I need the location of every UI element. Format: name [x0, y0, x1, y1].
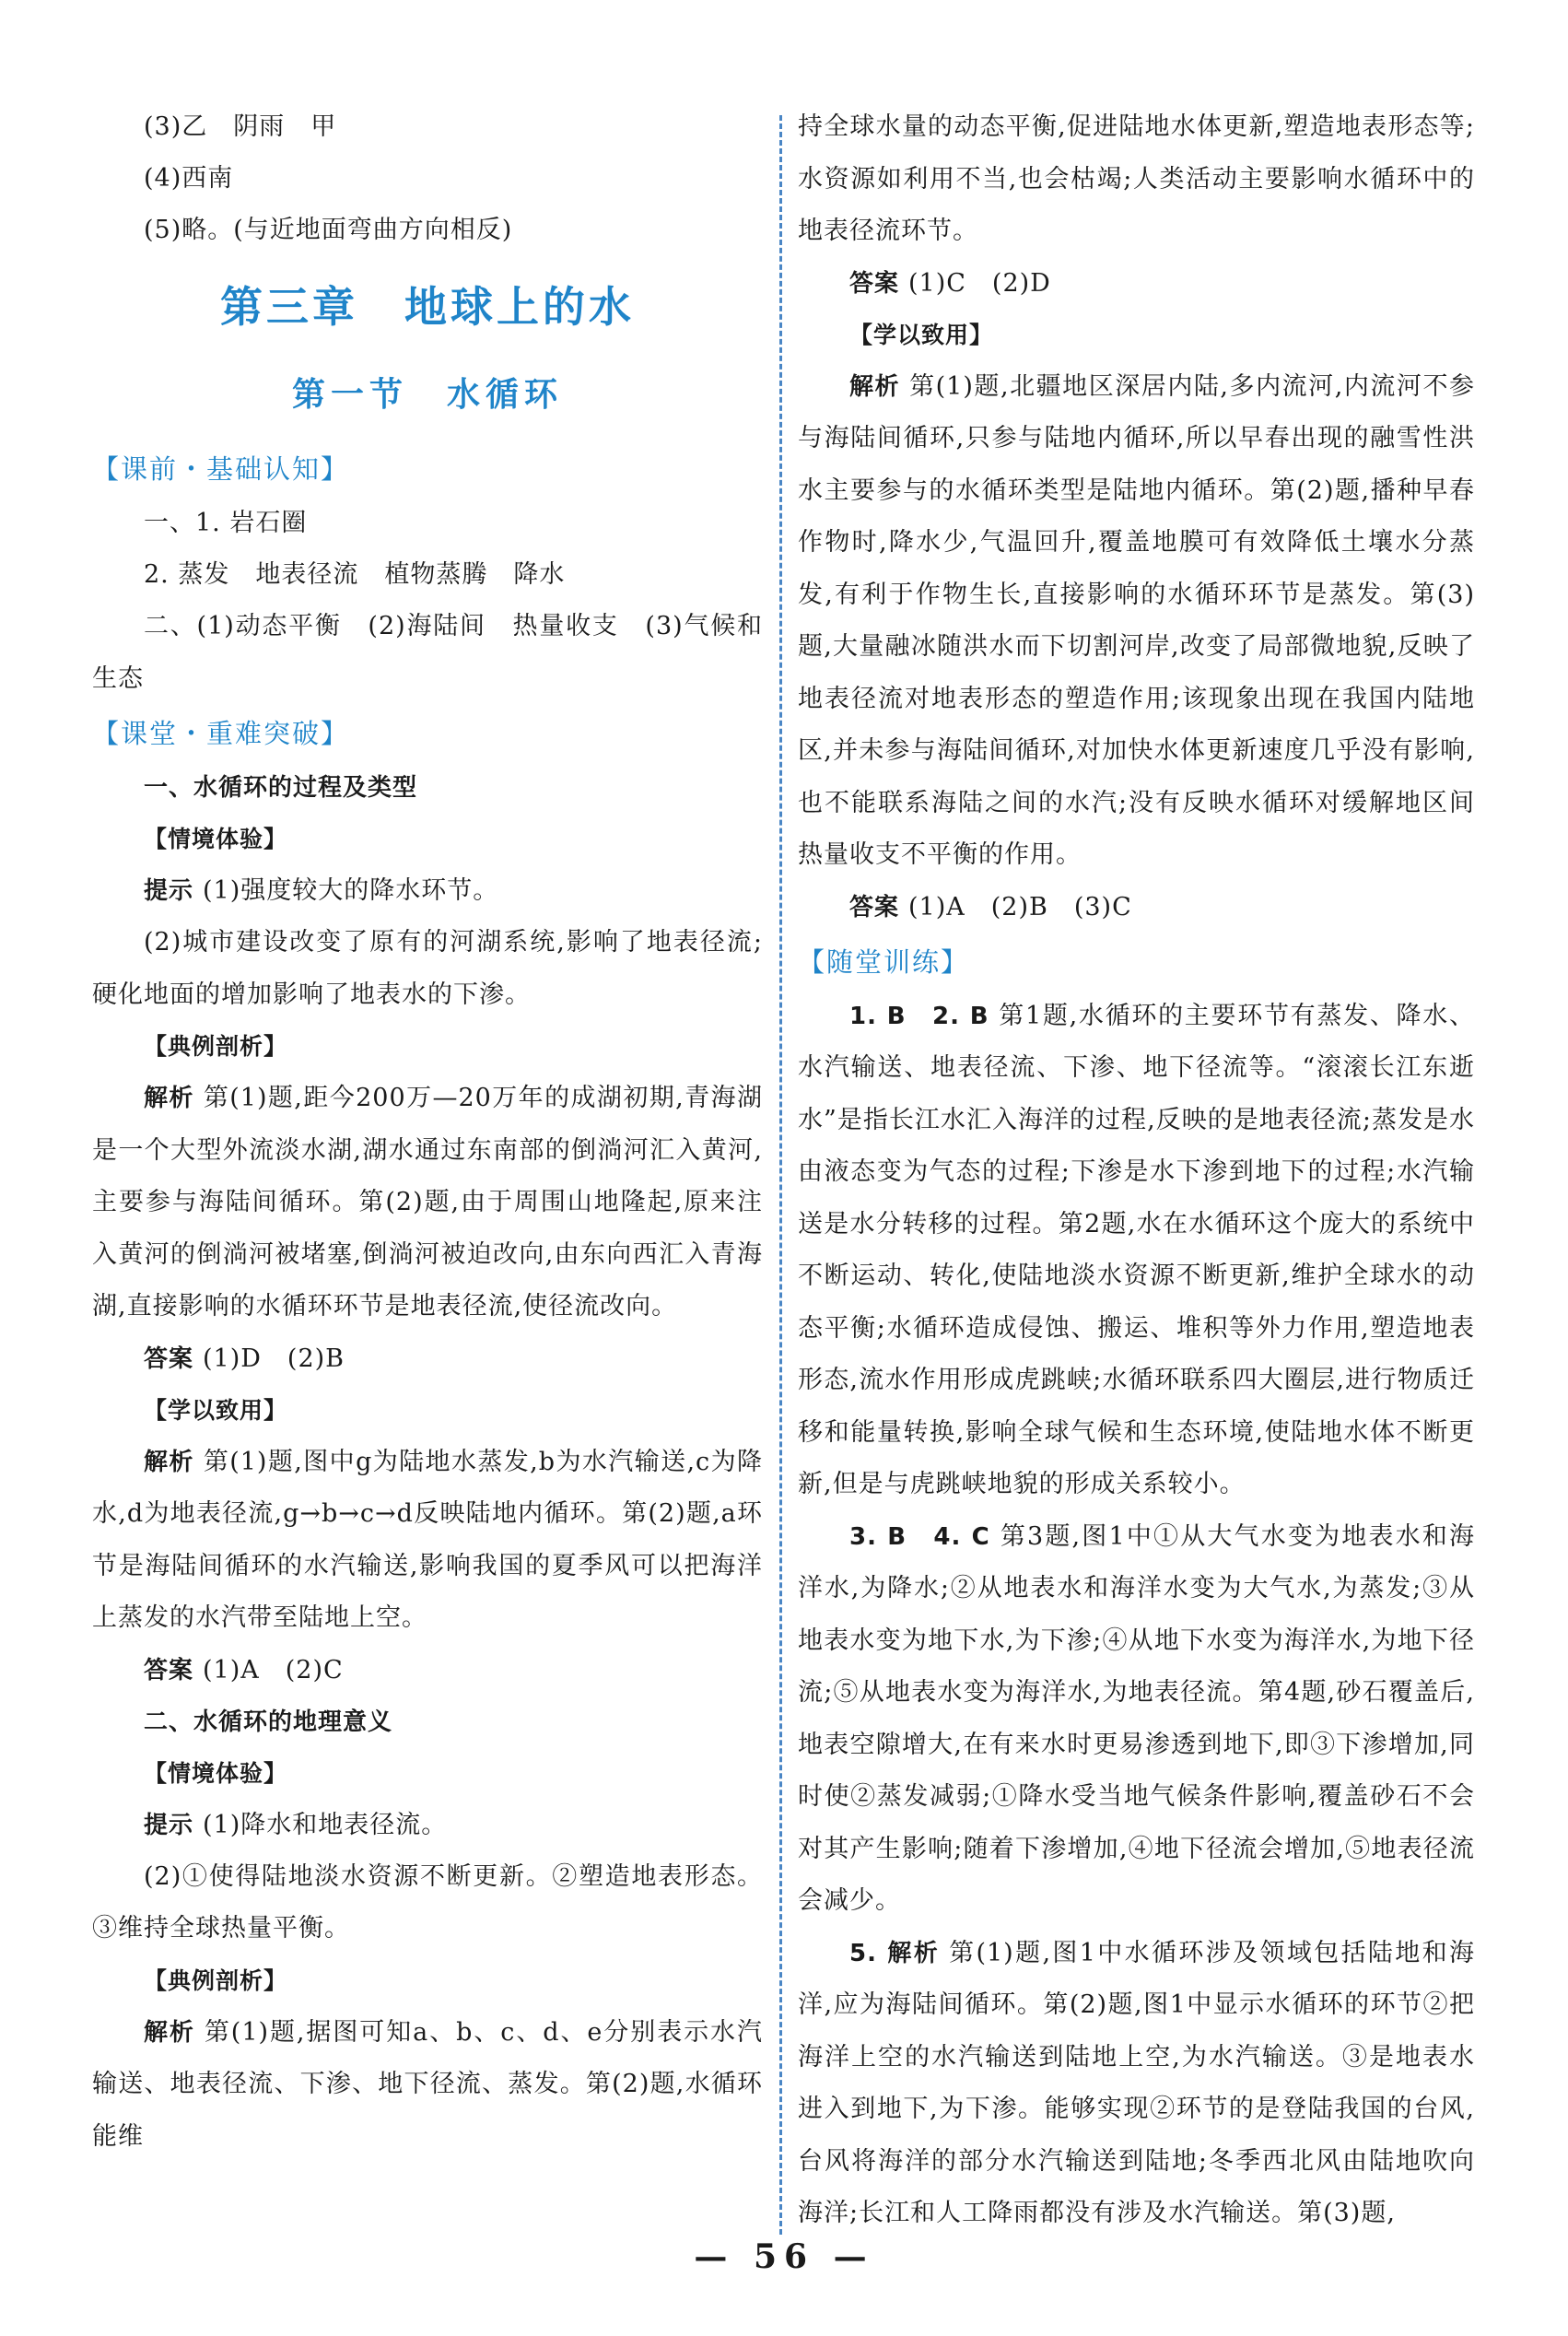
part1-situation-label: 【情境体验】 [144, 826, 288, 852]
answer-keyword: 答案 [144, 1344, 194, 1373]
answer-text: (1)A (2)B (3)C [908, 892, 1132, 921]
question-explanation: 第1题,水循环的主要环节有蒸发、降水、水汽输送、地表径流、下渗、地下径流等。“滚滚长江东逝水”是指长江水汇入海洋的过程,反映的是地表径流;蒸发是水由液态变为气态的过程;下渗是水下渗到地下的过程;水汽输送是水分转移的过程。第2题,水在水循环这个庞大的系统中不断运动、转化,使陆地淡水资源不断更新,维护全球水的动态平衡;水循环造成侵蚀、搬运、堆积等外力作用,塑造地表形态,流水作用形成虎跳峡;水循环联系四大圈层,进行物质迁移和能量转换,影响全球气候和生态环境,使陆地水体不断更新,但是与虎跳峡地貌的形成关系较小。 [798, 1001, 1475, 1498]
analysis-text: 第(1)题,据图可知a、b、c、d、e分别表示水汽输送、地表径流、下渗、地下径流、蒸发。第(2)题,水循环能维 [92, 2017, 763, 2151]
answer-2 [798, 882, 1475, 933]
part2-analysis [92, 2007, 763, 2164]
training-q5 [798, 1928, 1475, 2240]
part1-hint-1 [92, 865, 763, 917]
training-heading: 【随堂训练】 [798, 945, 970, 978]
part1-apply-label: 【学以致用】 [144, 1396, 288, 1424]
analysis-keyword: 解析 [849, 372, 901, 401]
training-q3-4 [798, 1511, 1475, 1928]
answer-line-4: (4)西南 [144, 164, 234, 193]
pre-class-line-3: 二、(1)动态平衡 (2)海陆间 热量收支 (3)气候和生态 [92, 612, 763, 693]
hint-keyword: 提示 [144, 1811, 194, 1839]
analysis-text: 第(1)题,北疆地区深居内陆,多内流河,内流河不参与海陆间循环,只参与陆地内循环,所以早春出现的融雪性洪水主要参与的水循环类型是陆地内循环。第(2)题,播种早春作物时,降水少,气温回升,覆盖地膜可有效降低土壤水分蒸发,有利于作物生长,直接影响的水循环环节是蒸发。第(3)题,大量融冰随洪水而下切割河岸,改变了局部微地貌,反映了地表径流对地表形态的塑造作用;该现象出现在我国内陆地区,并未参与海陆间循环,对加快水体更新速度几乎没有影响,也不能联系海陆之间的水汽;没有反映水循环对缓解地区间热量收支不平衡的作用。 [798, 371, 1475, 869]
part1-analysis [92, 1073, 763, 1333]
part1-apply-answer [92, 1645, 763, 1696]
question-explanation: 第3题,图1中①从大气水变为地表水和海洋水,为降水;②从地表水和海洋水变为大气水,为蒸发;③从地表水变为地下水,为下渗;④从地下水变为海洋水,为地下径流;⑤从地表水变为海洋水,为地表径流。第4题,砂石覆盖后,地表空隙增大,在有来水时更易渗透到地下,即③下渗增加,同时使②蒸发减弱;①降水受当地气候条件影响,覆盖砂石不会对其产生影响;随着下渗增加,④地下径流会增加,⑤地表径流会减少。 [798, 1521, 1475, 1915]
part2-situation-label: 【情境体验】 [144, 1759, 288, 1787]
hint-text: (1)强度较大的降水环节。 [203, 876, 499, 905]
chapter-title: 第三章 地球上的水 [220, 282, 635, 332]
part1-title: 一、水循环的过程及类型 [144, 774, 418, 802]
question-explanation: 第(1)题,图1中水循环涉及领域包括陆地和海洋,应为海陆间循环。第(2)题,图1中显示水循环的环节②把海洋上空的水汽输送到陆地上空,为水汽输送。③是地表水进入到地下,为下渗。能够实现②环节的是登陆我国的台风,台风将海洋的部分水汽输送到陆地;冬季西北风由陆地吹向海洋;长江和人工降雨都没有涉及水汽输送。第(3)题, [798, 1938, 1475, 2227]
right-column [798, 101, 1475, 2240]
in-class-heading: 【课堂・重难突破】 [92, 718, 350, 749]
column-divider [779, 115, 782, 2235]
part2-hint-2: (2)①使得陆地淡水资源不断更新。②塑造地表形态。③维持全球热量平衡。 [92, 1861, 763, 1943]
part1-hint-2: (2)城市建设改变了原有的河湖系统,影响了地表径流;硬化地面的增加影响了地表水的下渗。 [92, 928, 763, 1009]
pre-class-line-1: 一、1. 岩石圈 [144, 509, 308, 537]
answer-text: (1)D (2)B [203, 1344, 345, 1373]
answer-keyword: 答案 [144, 1656, 194, 1685]
hint-keyword: 提示 [144, 877, 194, 905]
part2-hint-1 [92, 1800, 763, 1851]
part1-example-label: 【典例剖析】 [144, 1033, 288, 1060]
hint-text: (1)降水和地表径流。 [203, 1810, 448, 1839]
part2-title: 二、水循环的地理意义 [144, 1708, 393, 1736]
question-number: 3. B 4. C [849, 1522, 990, 1551]
analysis-keyword: 解析 [144, 1085, 194, 1112]
analysis-keyword: 解析 [144, 1448, 194, 1476]
pre-class-heading: 【课前・基础认知】 [92, 453, 350, 485]
answer-keyword: 答案 [849, 269, 900, 298]
training-q1-2 [798, 991, 1475, 1511]
answer-1 [798, 258, 1475, 310]
answer-line-5: (5)略。(与近地面弯曲方向相反) [144, 216, 513, 244]
page-number: — 56 — [694, 2237, 874, 2276]
analysis-text: 第(1)题,距今200万—20万年的成湖初期,青海湖是一个大型外流淡水湖,湖水通过东南部的倒淌河汇入黄河,主要参与海陆间循环。第(2)题,由于周围山地隆起,原来注入黄河的倒淌河被堵塞,倒淌河被迫改向,由东向西汇入青海湖,直接影响的水循环环节是地表径流,使径流改向。 [92, 1084, 763, 1321]
answer-keyword: 答案 [849, 893, 900, 921]
continued-analysis: 持全球水量的动态平衡,促进陆地水体更新,塑造地表形态等;水资源如利用不当,也会枯竭;人类活动主要影响水循环中的地表径流环节。 [798, 112, 1475, 245]
part1-answer [92, 1333, 763, 1385]
part1-apply-analysis [92, 1437, 763, 1645]
analysis-keyword: 解析 [144, 2018, 195, 2047]
answer-text: (1)C (2)D [908, 268, 1051, 298]
analysis-text: 第(1)题,图中g为陆地水蒸发,b为水汽输送,c为降水,d为地表径流,g→b→c→d反映陆地内循环。第(2)题,a环节是海陆间循环的水汽输送,影响我国的夏季风可以把海洋上蒸发的水汽带至陆地上空。 [92, 1447, 763, 1632]
answer-line-3: (3)乙 阴雨 甲 [144, 112, 337, 141]
question-number: 1. B 2. B [849, 1002, 989, 1030]
apply-label: 【学以致用】 [849, 321, 994, 348]
pre-class-line-2: 2. 蒸发 地表径流 植物蒸腾 降水 [144, 560, 566, 589]
section-title: 第一节 水循环 [291, 375, 563, 414]
answer-text: (1)A (2)C [203, 1655, 344, 1685]
left-column [92, 101, 763, 2163]
apply-analysis [798, 361, 1475, 882]
part2-example-label: 【典例剖析】 [144, 1966, 288, 1994]
question-number: 5. 解析 [849, 1939, 941, 1967]
